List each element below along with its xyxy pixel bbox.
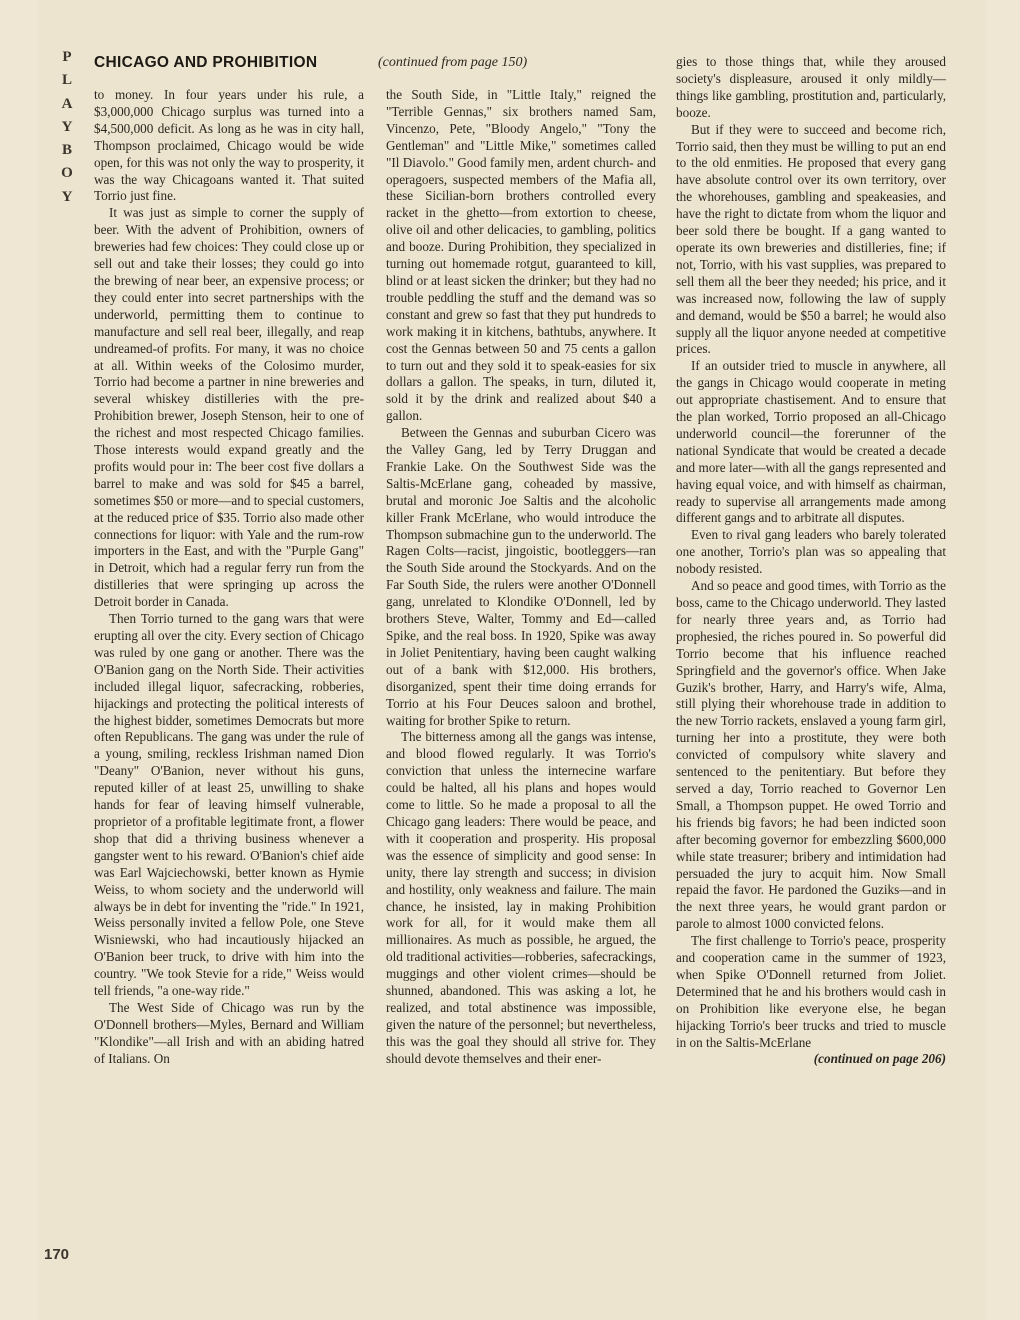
side-title-letter: P [62,49,72,65]
side-title-letter: L [61,72,72,89]
magazine-side-title [58,46,76,209]
side-title-letter: O [61,165,73,182]
article-title: CHICAGO AND PROHIBITION [94,54,318,71]
paragraph: The West Side of Chicago was run by the O'Donnell brothers—Myles, Bernard and William "Klondike"—all Irish and with an abiding hatred of Italians. On [94,999,364,1066]
paragraph: But if they were to succeed and become rich, Torrio said, then they must be willing to put an end to the old enmities. He proposed that every gang have absolute control over its own territory, over the whorehouses, gambling and speakeasies, and have the right to dictate from whom the liquor and beer sold there be bought. If a gang wanted to operate its own breweries and distilleries, fine; if not, Torrio, with his vast supplies, was prepared to sell them all the beer they needed; his price, and it was increased now, following the law of supply and demand, would be $50 a barrel; he would also supply all the liquor anyone needed at competitive prices. [676,121,946,357]
article-header [94,54,564,76]
paragraph: And so peace and good times, with Torrio as the boss, came to the Chicago underworld. They lasted for nearly three years and, as Torrio had prophesied, the riches poured in. So powerful did Torrio become that his influence reached Springfield and the governor's office. When Jake Guzik's brother, Harry, and Harry's wife, Alma, still plying their whorehouse trade in addition to the new Torrio rackets, enslaved a young farm girl, turning her into a prostitute, they were both convicted of compulsory white slavery and sentenced to the penitentiary. But before they served a day, Torrio reached to Governor Len Small, a Thompson puppet. He owed Torrio and his friends big favors; he had been indicted soon after becoming governor for embezzling $600,000 while state treasurer; bribery and intimidation had persuaded the jury to acquit him. Now Small repaid the favor. He pardoned the Guziks—and in the next three years, he would grant pardon or parole to almost 1000 convicted felons. [676,578,946,932]
paragraph: Between the Gennas and suburban Cicero was the Valley Gang, led by Terry Druggan and Frankie Lake. On the Southwest Side was the Saltis-McErlane gang, coheaded by massive, brutal and moronic Joe Saltis and the alcoholic killer Frank McErlane, who would introduce the Thompson submachine gun to the underworld. The Ragen Colts—racist, jingoistic, bootleggers—ran the South Side around the Stockyards. And on the Far South Side, the rulers were another O'Donnell gang, unrelated to Klondike O'Donnell, led by brothers Steve, Walter, Tommy and Ed—called Spike, and the real boss. In 1920, Spike was away in Joliet Penitentiary, having been caught walking out of a bank with $12,000. His brothers, disorganized, spent their time doing errands for Torrio at his Four Deuces saloon and brothel, waiting for brother Spike to return. [386,425,656,728]
text-column-3 [676,54,946,1068]
paragraph: Even to rival gang leaders who barely tolerated one another, Torrio's plan was so appealing that nobody resisted. [676,527,946,577]
paragraph: Then Torrio turned to the gang wars that were erupting all over the city. Every section of Chicago was ruled by one gang or another. There was the O'Banion gang on the North Side. Their activities included illegal liquor, safecracking, robberies, hijackings and protecting the political interests of the highest bidder, sometimes Democrats but more often Republicans. The gang was under the rule of a young, smiling, reckless Irishman named Dion "Deany" O'Banion, never without his guns, reputed killer of at least 25, unwilling to shake hands for fear of leaving himself vulnerable, proprietor of a profitable legitimate front, a flower shop that did a thriving business whenever a gangster went to his reward. O'Banion's chief aide was Earl Wajciechowski, better known as Hymie Weiss, to whom society and the underworld will always be in debt for inventing the "ride." In 1921, Weiss personally invited a fellow Pole, one Steve Wisniewski, who had incautiously hijacked an O'Banion beer truck, to drive with him into the country. "We took Stevie for a ride," Weiss would tell friends, "a one-way ride." [94,611,364,999]
paragraph: If an outsider tried to muscle in anywhere, all the gangs in Chicago would cooperate in meting out appropriate chastisement. And to ensure that the plan worked, Torrio proposed an all-Chicago underworld council—the forerunner of the national Syndicate that would be created a decade and more later—with all the gangs represented and having equal voice, and with himself as chairman, ready to supervise all arrangements made among different gangs and to arbitrate all disputes. [676,358,946,526]
continued-from-note: (continued from page 150) [378,55,528,70]
side-title-letter: Y [61,188,73,205]
page-number: 170 [44,1246,70,1263]
text-column-2 [386,87,656,1068]
paragraph: The first challenge to Torrio's peace, prosperity and cooperation came in the summer of 1923, when Spike O'Donnell returned from Joliet. Determined that he and his brothers would cash in on Prohibition like everyone else, he began hijacking Torrio's beer trucks and tried to muscle in on the Saltis-McErlane [676,933,946,1050]
text-column-1 [94,87,364,1068]
paragraph: It was just as simple to corner the supply of beer. With the advent of Prohibition, owners of breweries had few choices: They could close up or sell out and take their losses; they could go into the brewing of near beer, an expensive process; or they could enter into secret partnerships with the underworld, permitting them to continue to manufacture and sell real beer, illegally, and reap undreamed-of profits. For many, it was no choice at all. Within weeks of the Colosimo murder, Torrio had become a partner in nine breweries and several whiskey distilleries with the pre-Prohibition brewer, Joseph Stenson, heir to one of the richest and most respected Chicago families. Those interests would expand greatly and the profits would pour in: The beer cost five dollars a barrel to make and was sold for $45 a barrel, sometimes $50 or more—and to special customers, at the reduced price of $35. Torrio also made other connections for liquor: with Yale and the rum-row importers in the East, and with the "Purple Gang" in Detroit, which had a regular ferry run from the distilleries that were springing up across the Detroit border in Canada. [94,205,364,610]
side-title-letter: Y [61,118,73,135]
paragraph: to money. In four years under his rule, a $3,000,000 Chicago surplus was turned into a $4,500,000 deficit. As long as he was in city hall, Thompson proclaimed, Chicago would be wide open, for this was not only the way to prosperity, it was the way Chicagoans wanted it. That suited Torrio just fine. [94,87,364,204]
side-title-letter: A [61,95,73,112]
paragraph: The bitterness among all the gangs was intense, and blood flowed regularly. It was Torrio's conviction that unless the internecine warfare could be halted, all his plans and hopes would come to little. So he made a proposal to all the Chicago gang leaders: There would be peace, and with it cooperation and prosperity. His proposal was the essence of simplicity and good sense: In unity, there lay strength and success; in division and hostility, only weakness and failure. The main chance, he insisted, lay in making Prohibition work for all, for it would make them all millionaires. As much as possible, he argued, the old traditional activities—robberies, safecrackings, muggings and other violent crimes—should be shunned, abandoned. This was asking a lot, he realized, and total abstinence was impossible, given the nature of the personnel; but nevertheless, this was the goal they should all strive for. They should devote themselves and their ener- [386,729,656,1066]
continued-on-note: (continued on page 206) [813,1051,946,1067]
paragraph: the South Side, in "Little Italy," reigned the "Terrible Gennas," six brothers named Sam, Vincenzo, Pete, "Bloody Angelo," "Tony the Gentleman" and "Little Mike," sometimes called "Il Diavolo." Good family men, ardent church- and operagoers, suspected members of the Mafia all, these Sicilian-born brothers controlled every racket in the ghetto—from extortion to cheese, olive oil and other delicacies, to gambling, politics and booze. During Prohibition, they specialized in turning out homemade rotgut, guaranteed to kill, blind or at least sicken the drinker; but they had no trouble peddling the stuff and the demand was so constant and grew so fast that they put hundreds to work making it in kitchens, bathtubs, anywhere. It cost the Gennas between 50 and 75 cents a gallon to turn out and they sold it to speak-easies for six dollars a gallon. The speaks, in turn, diluted it, sold it by the drink and realized about $40 a gallon. [386,87,656,424]
paragraph: gies to those things that, while they aroused society's displeasure, aroused it only mildly—things like gambling, prostitution and, particularly, booze. [676,54,946,120]
side-title-letter: B [61,142,72,158]
